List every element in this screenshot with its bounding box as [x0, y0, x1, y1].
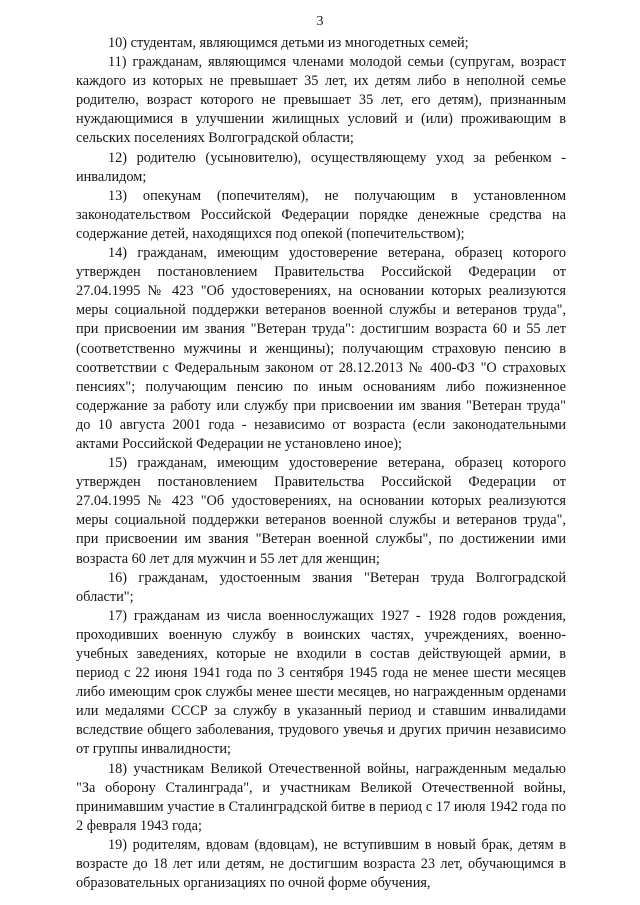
list-item-17: 17) гражданам из числа военнослужащих 1927 - 1928 годов рождения, проходивших военную службу в воинских частях, учреждениях, военно-учебных заведениях, которые не входили в состав действующей армии, в период с 22 июня 1941 года по 3 сентября 1945 года не менее шести месяцев либо имеющим срок службы менее шести месяцев, но награжденным орденами или медалями СССР за службу в указанный период и ставшим инвалидами вследствие общего заболевания, трудового увечья и других причин независимо от группы инвалидности;	[76, 607, 566, 758]
list-item-18: 18) участникам Великой Отечественной войны, награжденным медалью "За оборону Сталинграда", и участникам Великой Отечественной войны, принимавшим участие в Сталинградской битве в период с 17 июля 1942 года по 2 февраля 1943 года;	[76, 760, 566, 834]
list-item-19: 19) родителям, вдовам (вдовцам), не вступившим в новый брак, детям в возрасте до 18 лет или детям, не достигшим возраста 23 лет, обучающимся в образовательных организациях по очной форме обучения,	[76, 836, 566, 892]
list-item-16: 16) гражданам, удостоенным звания "Ветеран труда Волгоградской области";	[76, 569, 566, 605]
list-item-14: 14) гражданам, имеющим удостоверение ветерана, образец которого утвержден постановлением Правительства Российской Федерации от 27.04.1995 № 423 "Об удостоверениях, на основании которых реализуются меры социальной поддержки ветеранов военной службы и ветеранов труда", при присвоении им звания "Ветеран труда": достигшим возраста 60 и 55 лет (соответственно мужчины и женщины); получающим страховую пенсию в соответствии с Федеральным законом от 28.12.2013 № 400-ФЗ "О страховых пенсиях"; получающим пенсию по иным основаниям либо пожизненное содержание за работу или службу при присвоении им звания "Ветеран труда" до 10 августа 2001 года - независимо от возраста (если законодательными актами Российской Федерации не установлено иное);	[76, 245, 566, 452]
page-number: 3	[316, 14, 324, 29]
document-body	[76, 34, 566, 893]
list-item-12: 12) родителю (усыновителю), осуществляющему уход за ребенком - инвалидом;	[76, 149, 566, 185]
list-item-13: 13) опекунам (попечителям), не получающим в установленном законодательством Российской Федерации порядке денежные средства на содержание детей, находящихся под опекой (попечительством);	[76, 187, 566, 242]
list-item-11: 11) гражданам, являющимся членами молодой семьи (супругам, возраст каждого из которых не превышает 35 лет, их детям либо в неполной семье родителю, возраст которого не превышает 35 лет, его детям), признанным нуждающимися в улучшении жилищных условий и (или) проживающим в сельских поселениях Волгоградской области;	[76, 54, 566, 147]
list-item-15: 15) гражданам, имеющим удостоверение ветерана, образец которого утвержден постановлением Правительства Российской Федерации от 27.04.1995 № 423 "Об удостоверениях, на основании которых реализуются меры социальной поддержки ветеранов военной службы и ветеранов труда", при присвоении им звания "Ветеран военной службы", по достижении ими возраста 60 лет для мужчин и 55 лет для женщин;	[76, 455, 566, 567]
list-item-10: 10) студентам, являющимся детьми из многодетных семей;	[108, 35, 469, 51]
